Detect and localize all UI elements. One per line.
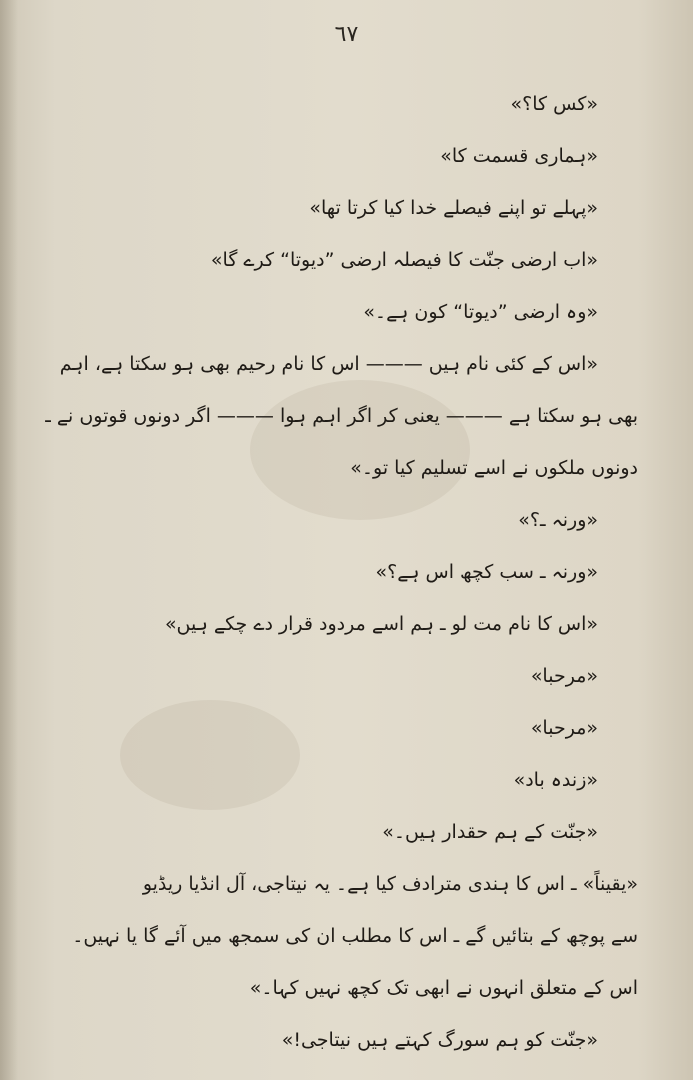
page-number: ٦٧	[334, 22, 359, 47]
text-line: «وہ ارضی ”دیوتا“ کون ہے۔»	[363, 300, 598, 323]
text-line: «کس کا؟»	[510, 92, 598, 115]
text-line: «اب ارضی جنّت کا فیصلہ ارضی ”دیوتا“ کرے گا»	[210, 248, 598, 271]
text-line: «ورنہ ـ سب کچھ اس ہے؟»	[375, 560, 598, 583]
text-line: «مرحبا»	[530, 716, 598, 739]
text-line: «یقیناً» ـ اس کا ہندی مترادف کیا ہے۔ یہ نیتاجی، آل انڈیا ریڈیو	[142, 872, 638, 895]
text-line: «مرحبا»	[530, 664, 598, 687]
text-line: دونوں ملکوں نے اسے تسلیم کیا تو۔»	[350, 456, 638, 479]
text-line: «پہلے تو اپنے فیصلے خدا کیا کرتا تھا»	[309, 196, 598, 219]
text-line: اس کے متعلق انہوں نے ابھی تک کچھ نہیں کہا۔»	[249, 976, 638, 999]
text-line: «اس کے کئی نام ہیں ——— اس کا نام رحیم بھی ہو سکتا ہے، اہم	[59, 352, 598, 375]
page-edge-shadow	[0, 0, 18, 1080]
text-line: «زندہ باد»	[513, 768, 598, 791]
text-line: «اس کا نام مت لو ـ ہم اسے مردود قرار دے چکے ہیں»	[164, 612, 598, 635]
text-line: «جنّت کو ہم سورگ کہتے ہیں نیتاجی!»	[281, 1028, 598, 1051]
text-line: «ورنہ ـ؟»	[518, 508, 598, 531]
text-line: بھی ہو سکتا ہے ——— یعنی کر اگر اہم ہوا ——— اگر دونوں قوتوں نے ـ	[45, 404, 638, 427]
urdu-text-body	[38, 78, 638, 1066]
text-line: «ہماری قسمت کا»	[440, 144, 598, 167]
text-line: «جنّت کے ہم حقدار ہیں۔»	[382, 820, 598, 843]
text-line: سے پوچھ کے بتائیں گے ـ اس کا مطلب ان کی سمجھ میں آئے گا یا نہیں۔	[72, 924, 638, 947]
